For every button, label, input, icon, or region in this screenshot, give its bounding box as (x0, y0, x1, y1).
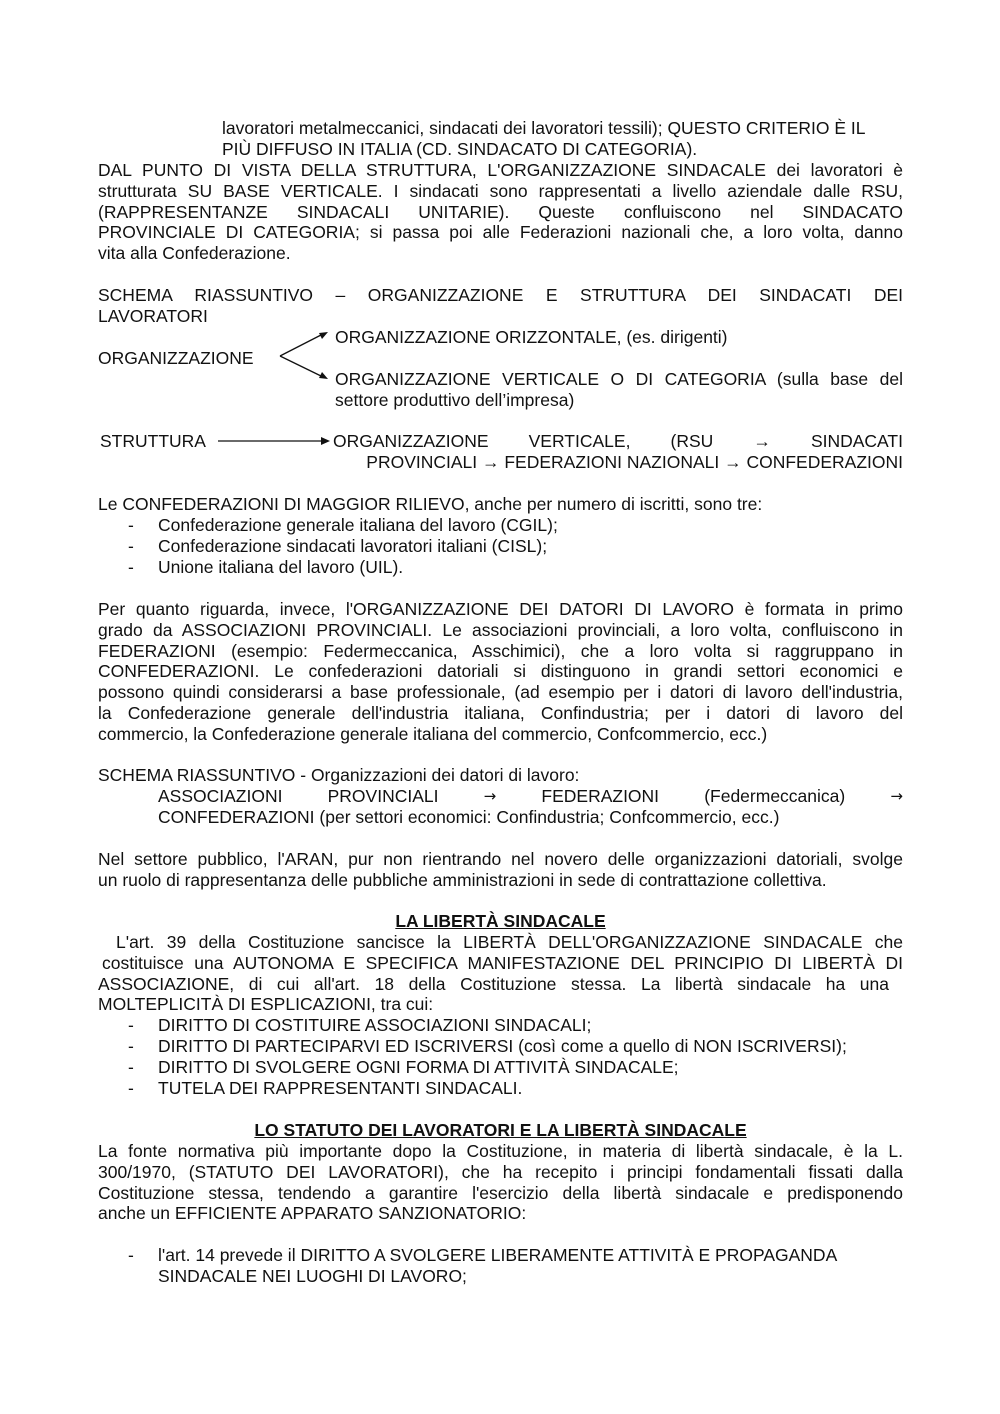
section-title-statuto: LO STATUTO DEI LAVORATORI E LA LIBERTÀ SINDACALE (254, 1120, 747, 1140)
section-title-liberta: LA LIBERTÀ SINDACALE (395, 911, 606, 931)
branch-arrows-icon (276, 330, 336, 382)
long-arrow-icon (218, 433, 330, 449)
intro-line-2: PIÙ DIFFUSO IN ITALIA (CD. SINDACATO DI CATEGORIA). (222, 139, 698, 159)
intro-line-1: lavoratori metalmeccanici, sindacati dei lavoratori tessili); QUESTO CRITERIO È IL (222, 118, 866, 138)
list-item: Confederazione sindacati lavoratori italiani (CISL); (158, 536, 548, 556)
list-marker: - (128, 1015, 134, 1035)
list-item: DIRITTO DI PARTECIPARVI ED ISCRIVERSI (così come a quello di NON ISCRIVERSI); (158, 1036, 847, 1056)
struttura-schema: ORGANIZZAZIONE VERTICALE, (RSU → SINDACATI PROVINCIALI → FEDERAZIONI NAZIONALI → CONFEDERAZIONI (333, 431, 903, 472)
schema-datori-line-1: ASSOCIAZIONI PROVINCIALI → FEDERAZIONI (Federmeccanica) → (158, 786, 903, 806)
list-item: Unione italiana del lavoro (UIL). (158, 557, 404, 577)
list-marker: - (128, 1036, 134, 1056)
org-verticale: ORGANIZZAZIONE VERTICALE O DI CATEGORIA (sulla base del settore produttivo dell’impresa) (335, 369, 903, 410)
list-marker: - (128, 536, 134, 556)
schema-datori-line-2: CONFEDERAZIONI (per settori economici: Confindustria; Confcommercio, ecc.) (158, 807, 780, 827)
schema-datori-title: SCHEMA RIASSUNTIVO - Organizzazioni dei datori di lavoro: (98, 765, 580, 785)
liberta-paragraph: L'art. 39 della Costituzione sancisce la LIBERTÀ DELL'ORGANIZZAZIONE SINDACALE che costituisce una AUTONOMA E SPECIFICA MANIFESTAZIONE DEL PRINCIPIO DI LIBERTÀ DI ASSOCIAZIONE, di cui all'art. 18 della Costituzione stessa. La libertà sindacale ha una MOLTEPLICITÀ DI ESPLICAZIONI, tra cui: (98, 932, 903, 1015)
list-item: DIRITTO DI SVOLGERE OGNI FORMA DI ATTIVITÀ SINDACALE; (158, 1057, 679, 1077)
aran-paragraph: Nel settore pubblico, l'ARAN, pur non rientrando nel novero delle organizzazioni datoriali, svolge un ruolo di rappresentanza delle pubbliche amministrazioni in sede di contrattazione collettiva. (98, 849, 903, 890)
list-marker: - (128, 1078, 134, 1098)
list-item: TUTELA DEI RAPPRESENTANTI SINDACALI. (158, 1078, 523, 1098)
list-marker: - (128, 1245, 134, 1265)
statuto-list-item: l'art. 14 prevede il DIRITTO A SVOLGERE LIBERAMENTE ATTIVITÀ E PROPAGANDA SINDACALE NEI LUOGHI DI LAVORO; (158, 1245, 838, 1286)
arrow-icon: → (483, 787, 497, 805)
list-item: Confederazione generale italiana del lavoro (CGIL); (158, 515, 558, 535)
arrow-icon: → (890, 787, 903, 805)
datori-paragraph: Per quanto riguarda, invece, l'ORGANIZZAZIONE DEI DATORI DI LAVORO è formata in primo grado da ASSOCIAZIONI PROVINCIALI. Le associazioni provinciali, a loro volta, confluiscono in FEDERAZIONI (esempio: Federmeccanica, Asschimici), che a loro volta si raggruppano in CONFEDERAZIONI. Le confederazioni datoriali si distinguono in grandi settori economici e possono quindi considerarsi a base professionale, (ad esempio per i datori di lavoro dell'industria, la Confederazione generale dell'industria italiana, Confindustria; per i datori di lavoro del commercio, la Confederazione generale italiana del commercio, Confcommercio, ecc.) (98, 599, 903, 744)
struttura-paragraph: DAL PUNTO DI VISTA DELLA STRUTTURA, L'ORGANIZZAZIONE SINDACALE dei lavoratori è strutturata SU BASE VERTICALE. I sindacati sono rappresentati a livello aziendale dalle RSU, (RAPPRESENTANZE SINDACALI UNITARIE). Queste confluiscono nel SINDACATO PROVINCIALE DI CATEGORIA; si passa poi alle Federazioni nazionali che, a loro volta, danno vita alla Confederazione. (98, 160, 903, 264)
list-item: DIRITTO DI COSTITUIRE ASSOCIAZIONI SINDACALI; (158, 1015, 592, 1035)
schema-sindacati-title: SCHEMA RIASSUNTIVO – ORGANIZZAZIONE E STRUTTURA DEI SINDACATI DEI LAVORATORI (98, 285, 903, 326)
list-marker: - (128, 515, 134, 535)
org-label: ORGANIZZAZIONE (98, 348, 254, 368)
org-orizzontale: ORGANIZZAZIONE ORIZZONTALE, (es. dirigenti) (335, 327, 728, 347)
confederazioni-intro: Le CONFEDERAZIONI DI MAGGIOR RILIEVO, anche per numero di iscritti, sono tre: (98, 494, 763, 514)
struttura-label: STRUTTURA (100, 431, 206, 451)
list-marker: - (128, 557, 134, 577)
list-marker: - (128, 1057, 134, 1077)
statuto-paragraph: La fonte normativa più importante dopo la Costituzione, in materia di libertà sindacale, è la L. 300/1970, (STATUTO DEI LAVORATORI), che ha recepito i principi fondamentali fissati dalla Costituzione stessa, tendendo a garantire l'esercizio della libertà sindacale e predisponendo anche un EFFICIENTE APPARATO SANZIONATORIO: (98, 1141, 903, 1224)
